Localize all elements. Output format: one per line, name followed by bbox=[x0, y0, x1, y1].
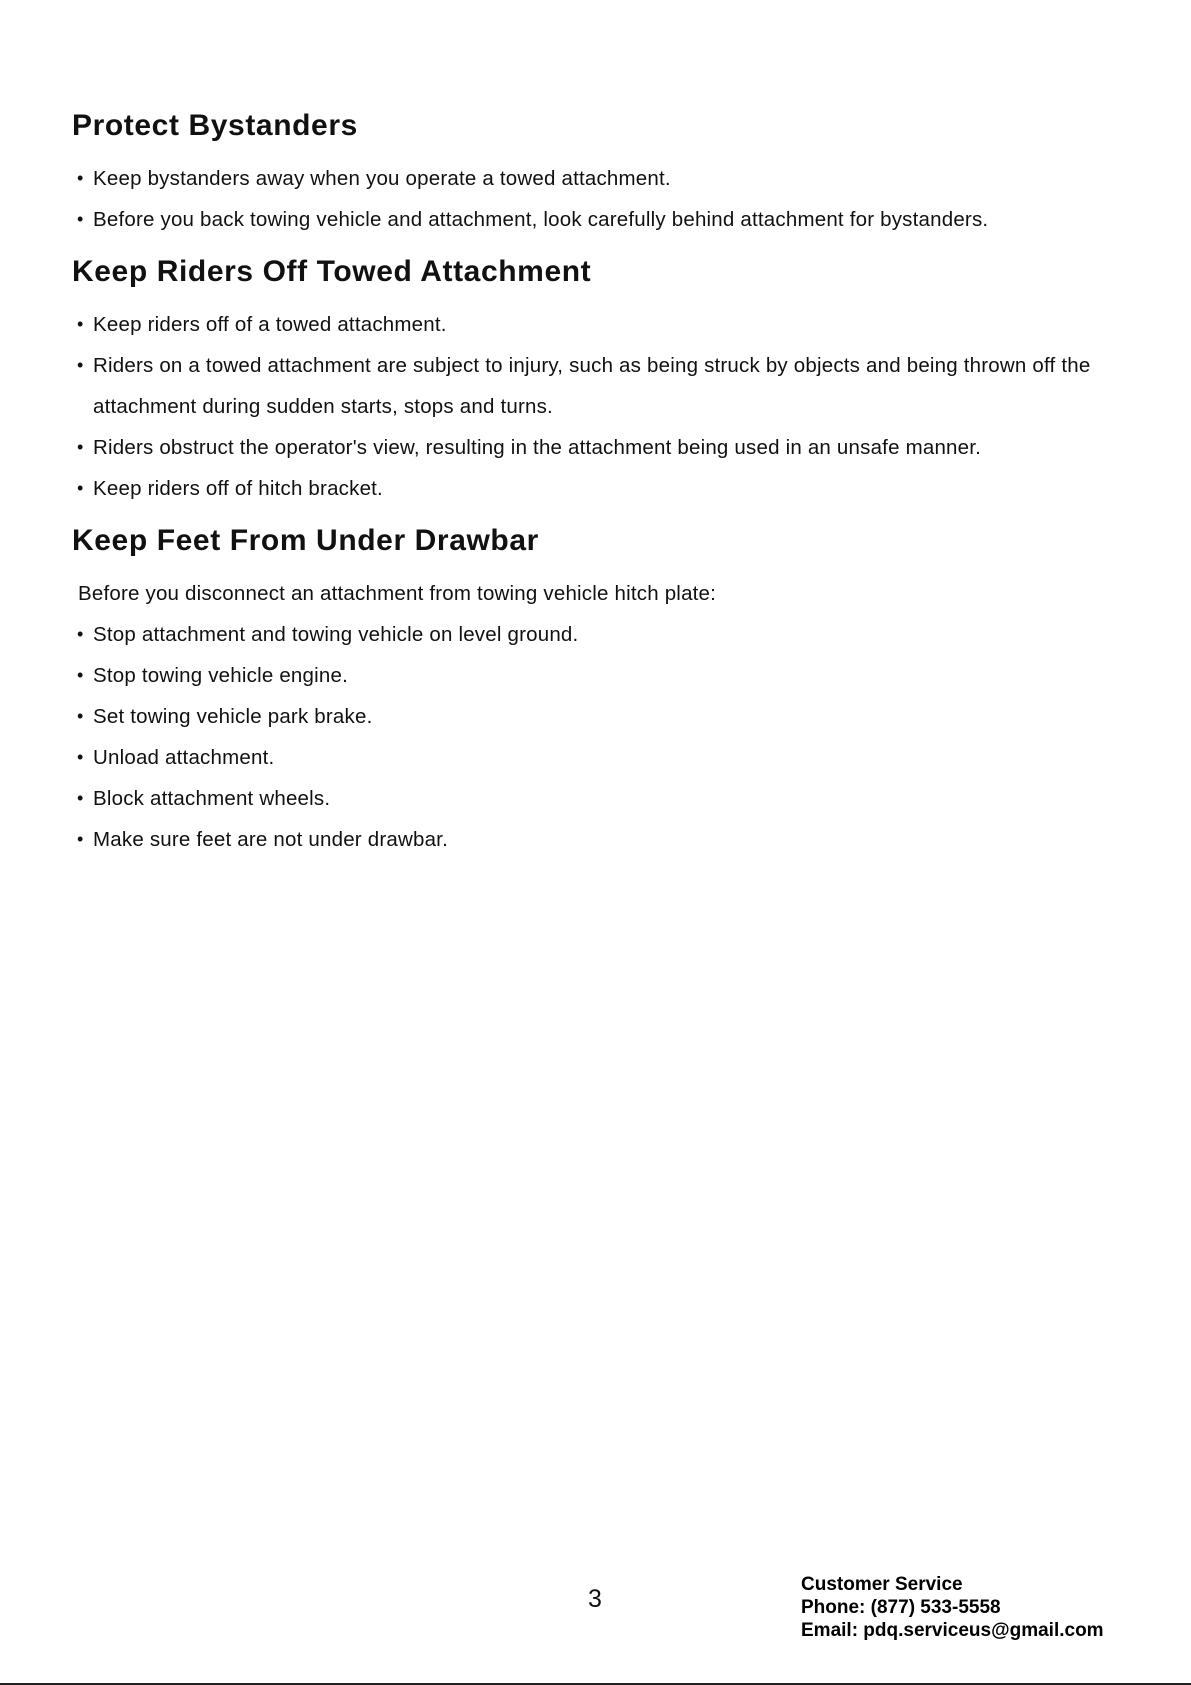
list-item bbox=[72, 199, 1132, 240]
customer-service-email: Email: pdq.serviceus@gmail.com bbox=[801, 1620, 1104, 1641]
page-number: 3 bbox=[588, 1585, 602, 1613]
list-item-text: Stop attachment and towing vehicle on level ground. bbox=[93, 623, 579, 646]
list-item-text: Block attachment wheels. bbox=[93, 787, 331, 810]
bullet-icon: • bbox=[77, 706, 84, 726]
list-item bbox=[72, 614, 1132, 655]
customer-service-title: Customer Service bbox=[801, 1574, 963, 1595]
section-keep-feet-from-drawbar bbox=[72, 523, 1132, 860]
bullet-icon: • bbox=[77, 437, 84, 457]
list-item-text: Unload attachment. bbox=[93, 746, 275, 769]
bullet-icon: • bbox=[77, 829, 84, 849]
bullet-list bbox=[72, 158, 1132, 240]
list-item-text: Stop towing vehicle engine. bbox=[93, 664, 348, 687]
bullet-icon: • bbox=[77, 314, 84, 334]
bullet-icon: • bbox=[77, 209, 84, 229]
list-item-text: Keep riders off of hitch bracket. bbox=[93, 477, 383, 500]
customer-service-phone: Phone: (877) 533-5558 bbox=[801, 1597, 1001, 1618]
list-item-text: Riders obstruct the operator's view, resulting in the attachment being used in an unsafe manner. bbox=[93, 436, 982, 459]
section-title: Protect Bystanders bbox=[72, 109, 358, 142]
list-item bbox=[72, 345, 1132, 427]
section-keep-riders-off bbox=[72, 254, 1132, 509]
list-item-text: Riders on a towed attachment are subject to injury, such as being struck by objects and being thrown off the attachment during sudden starts, stops and turns. bbox=[93, 354, 1091, 418]
bullet-icon: • bbox=[77, 478, 84, 498]
list-item bbox=[72, 304, 1132, 345]
list-item-text: Before you back towing vehicle and attachment, look carefully behind attachment for bystanders. bbox=[93, 208, 989, 231]
section-title: Keep Riders Off Towed Attachment bbox=[72, 255, 592, 288]
list-item-text: Keep riders off of a towed attachment. bbox=[93, 313, 447, 336]
list-item bbox=[72, 158, 1132, 199]
bullet-list bbox=[72, 614, 1132, 860]
bullet-list bbox=[72, 304, 1132, 509]
bullet-icon: • bbox=[77, 355, 84, 375]
section-intro: Before you disconnect an attachment from towing vehicle hitch plate: bbox=[78, 582, 717, 605]
list-item-text: Keep bystanders away when you operate a towed attachment. bbox=[93, 167, 671, 190]
section-title: Keep Feet From Under Drawbar bbox=[72, 524, 539, 557]
list-item bbox=[72, 468, 1132, 509]
bullet-icon: • bbox=[77, 665, 84, 685]
list-item bbox=[72, 819, 1132, 860]
bullet-icon: • bbox=[77, 788, 84, 808]
bullet-icon: • bbox=[77, 168, 84, 188]
list-item-text: Set towing vehicle park brake. bbox=[93, 705, 373, 728]
section-protect-bystanders bbox=[72, 108, 1132, 240]
list-item bbox=[72, 427, 1132, 468]
list-item-text: Make sure feet are not under drawbar. bbox=[93, 828, 448, 851]
list-item bbox=[72, 778, 1132, 819]
bullet-icon: • bbox=[77, 624, 84, 644]
list-item bbox=[72, 737, 1132, 778]
bullet-icon: • bbox=[77, 747, 84, 767]
customer-service-block bbox=[801, 1573, 1104, 1642]
list-item bbox=[72, 655, 1132, 696]
list-item bbox=[72, 696, 1132, 737]
document-body bbox=[72, 108, 1132, 874]
